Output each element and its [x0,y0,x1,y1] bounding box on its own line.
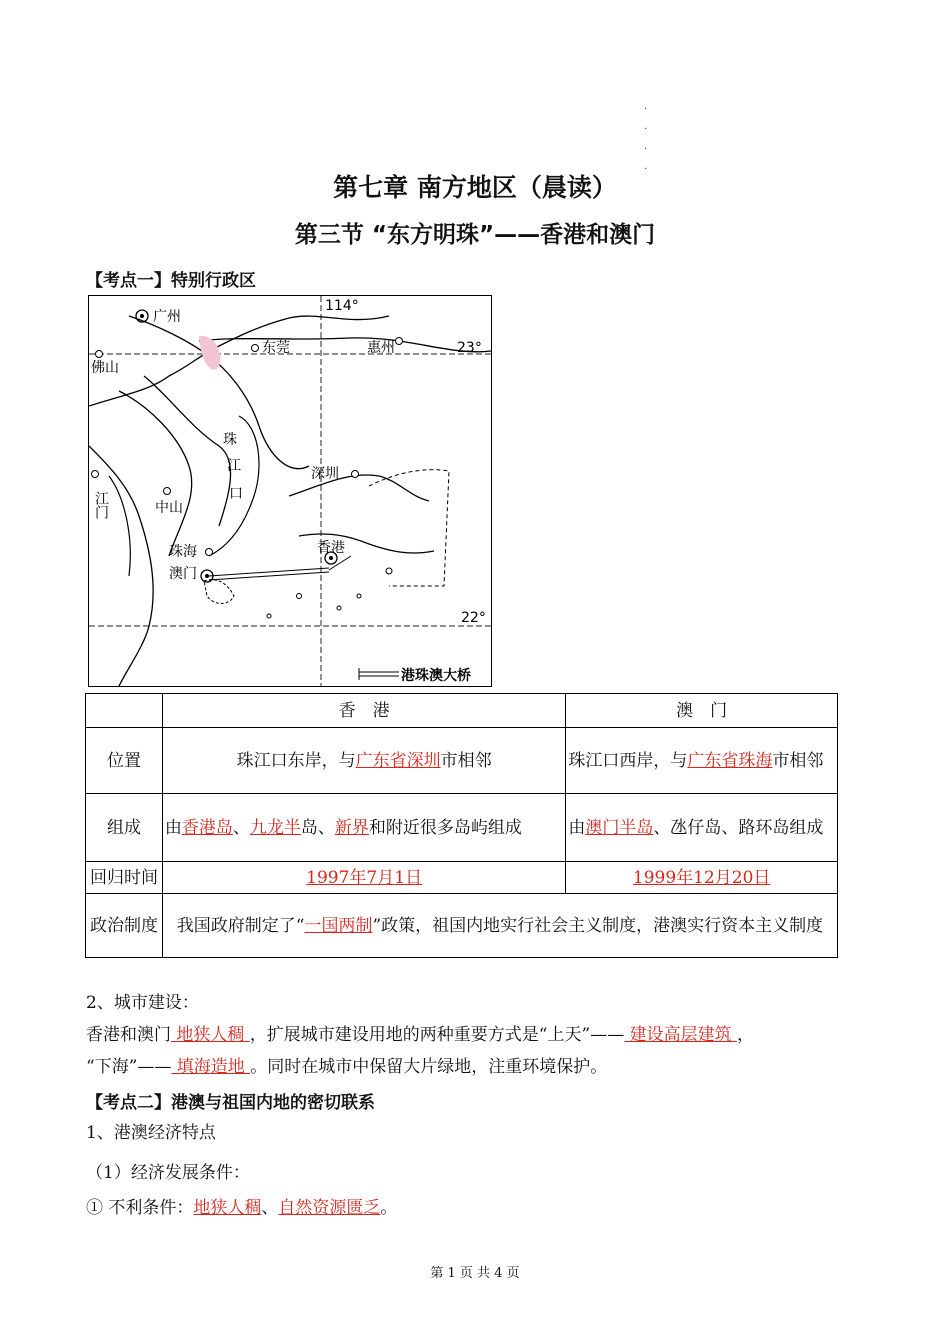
cell-hk-return [162,862,565,894]
cell-mo-composition [566,794,838,862]
text: 、氹仔岛、路环岛组成 [653,817,824,838]
topic-one-heading: 【考点一】特别行政区 [86,271,256,291]
map-label-huizhou: 惠州 [367,340,395,356]
text: 由 [164,817,182,838]
map-label-zhu: 珠 [223,432,237,448]
map-label-lat23: 23° [457,340,482,356]
text: 市相邻 [772,750,824,771]
cell-mo-return [566,862,838,894]
city-line-1 [86,1020,886,1050]
cell-hk-composition [162,794,565,862]
map-label-kou: 口 [229,486,243,502]
table-row-return [86,862,838,894]
answer-fill: 建设高层建筑 [624,1025,738,1045]
answer-fill: 1999年12月20日 [632,867,771,888]
map-label-aomen: 澳门 [169,566,197,582]
table-header-hk: 香 港 [162,694,565,728]
map-label-foshan: 佛山 [91,360,119,376]
map-label-guangzhou: 广州 [153,309,181,325]
map-label-xianggang: 香港 [317,540,345,556]
map-label-zhongshan: 中山 [155,500,183,516]
table-header-row [86,694,838,728]
table-row-system [86,894,838,958]
text: 。同时在城市中保留大片绿地，注重环境保护。 [250,1057,608,1077]
row-label-system: 政治制度 [86,894,163,958]
answer-fill: 九龙半 [249,817,301,838]
map-label-jiangmen: 江门 [93,491,109,519]
text: 香港和澳门 [86,1025,171,1045]
text: ”政策，祖国内地实行社会主义制度，港澳实行资本主义制度 [372,915,824,936]
table-row-location [86,728,838,794]
text: 市相邻 [440,750,492,771]
row-label-location: 位置 [86,728,163,794]
map-label-dongguan: 东莞 [262,340,290,356]
text: 和附近很多岛屿组成 [368,817,522,838]
economy-item: 1、港澳经济特点 [86,1123,216,1143]
table-corner [86,694,163,728]
text: ① 不利条件： [86,1198,194,1218]
section-title: 第三节 “东方明珠”——香港和澳门 [294,222,656,248]
answer-fill: 广东省珠海 [687,750,773,771]
map-label-shenzhen: 深圳 [311,466,339,482]
pearl-river-delta-map [88,295,492,687]
map-label-lon114: 114° [325,298,359,314]
table-header-mo: 澳 门 [566,694,838,728]
answer-fill: 香港岛 [181,817,233,838]
text: 岛、 [300,817,335,838]
answer-fill: 一国两制 [304,915,373,936]
row-label-return: 回归时间 [86,862,163,894]
conditions-item: （1）经济发展条件： [86,1163,250,1183]
answer-fill: 新界 [334,817,369,838]
chapter-title: 第七章 南方地区（晨读） [333,173,617,202]
text: “下海”—— [86,1057,172,1077]
text: 我国政府制定了“ [176,915,305,936]
cell-system [162,894,837,958]
margin-dots: · · · · [644,104,648,175]
text: 、 [232,817,250,838]
map-label-lat22: 22° [461,610,486,626]
cell-mo-location [566,728,838,794]
text: 珠江口西岸，与 [568,750,688,771]
text: 由 [568,817,586,838]
answer-fill: 地狭人稠 [193,1198,262,1218]
text: ，扩展城市建设用地的两种重要方式是“上天”—— [249,1025,625,1045]
answer-fill: 广东省深圳 [355,750,441,771]
answer-fill: 地狭人稠 [171,1025,250,1045]
map-label-jiang: 江 [227,458,241,474]
map-label-zhuhai: 珠海 [169,544,197,560]
text: 珠江口东岸，与 [236,750,356,771]
city-heading: 2、城市建设： [86,993,199,1013]
city-line-2 [86,1052,607,1082]
page-footer: 第 1 页 共 4 页 [430,1266,520,1281]
answer-fill: 1997年7月1日 [306,867,423,888]
row-label-composition: 组成 [86,794,163,862]
text: ， [737,1025,755,1045]
text: 。 [380,1198,398,1218]
text: 、 [261,1198,279,1218]
cell-hk-location [162,728,565,794]
answer-fill: 澳门半岛 [585,817,654,838]
answer-fill: 自然资源匮乏 [278,1198,381,1218]
topic-two-heading: 【考点二】港澳与祖国内地的密切联系 [86,1093,375,1113]
table-row-composition [86,794,838,862]
sar-comparison-table [85,693,838,958]
answer-fill: 填海造地 [171,1057,251,1077]
map-legend-bridge: 港珠澳大桥 [401,668,471,684]
unfavorable-item [86,1193,397,1223]
